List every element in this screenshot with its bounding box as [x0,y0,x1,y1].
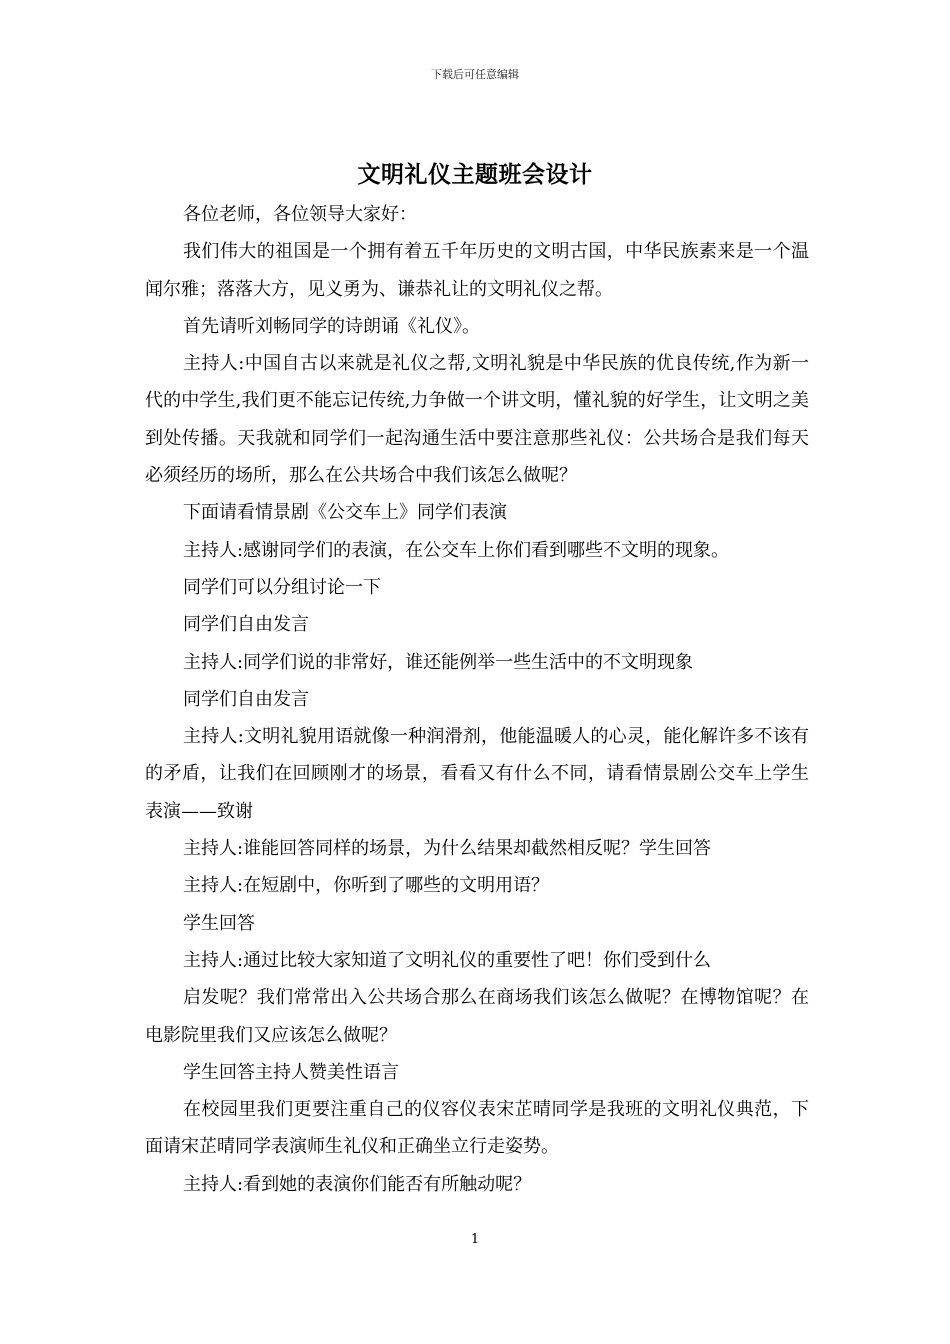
paragraph: 主持人:看到她的表演你们能否有所触动呢？ [183,1173,532,1195]
document-title: 文明礼仪主题班会设计 [357,161,593,188]
paragraph: 学生回答主持人赞美性语言 [183,1061,399,1083]
paragraph: 我们伟大的祖国是一个拥有着五千年历史的文明古国，中华民族素来是一个温闻尔雅；落落大方，见义勇为、谦恭礼让的文明礼仪之帮。 [145,241,809,300]
paragraph: 同学们自由发言 [183,614,309,636]
paragraph: 主持人:文明礼貌用语就像一种润滑剂，他能温暖人的心灵，能化解许多不该有的矛盾，让我们在回顾刚才的场景，看看又有什么不同，请看情景剧公交车上学生表演——致谢 [145,726,809,822]
paragraph: 首先请听刘畅同学的诗朗诵《礼仪》。 [183,315,480,337]
paragraph: 各位老师，各位领导大家好： [183,204,417,225]
document-body [145,196,809,1203]
page-number: 1 [470,1232,480,1247]
paragraph: 启发呢？我们常常出入公共场合那么在商场我们该怎么做呢？在博物馆呢？在电影院里我们又应该怎么做呢？ [145,987,809,1046]
paragraph: 主持人:中国自古以来就是礼仪之帮,文明礼貌是中华民族的优良传统,作为新一代的中学生,我们更不能忘记传统,力争做一个讲文明，懂礼貌的好学生，让文明之美到处传播。天我就和同学们一起沟通生活中要注意那些礼仪：公共场合是我们每天必须经历的场所，那么在公共场合中我们该怎么做呢？ [145,353,809,487]
paragraph: 主持人:感谢同学们的表演，在公交车上你们看到哪些不文明的现象。 [183,539,730,561]
paragraph: 下面请看情景剧《公交车上》同学们表演 [183,502,507,524]
paragraph: 在校园里我们更要注重自己的仪容仪表宋芷晴同学是我班的文明礼仪典范，下面请宋芷晴同学表演师生礼仪和正确坐立行走姿势。 [145,1099,809,1158]
paragraph: 主持人:在短剧中，你听到了哪些的文明用语？ [183,875,550,897]
page-header: 下载后可任意编辑 [431,68,519,81]
paragraph: 学生回答 [183,912,255,934]
paragraph: 主持人:谁能回答同样的场景，为什么结果却截然相反呢？学生回答 [183,838,712,860]
paragraph: 主持人:同学们说的非常好，谁还能例举一些生活中的不文明现象 [183,651,694,673]
paragraph: 同学们可以分组讨论一下 [183,576,381,598]
paragraph: 同学们自由发言 [183,688,309,710]
paragraph: 主持人:通过比较大家知道了文明礼仪的重要性了吧！你们受到什么 [183,949,712,971]
